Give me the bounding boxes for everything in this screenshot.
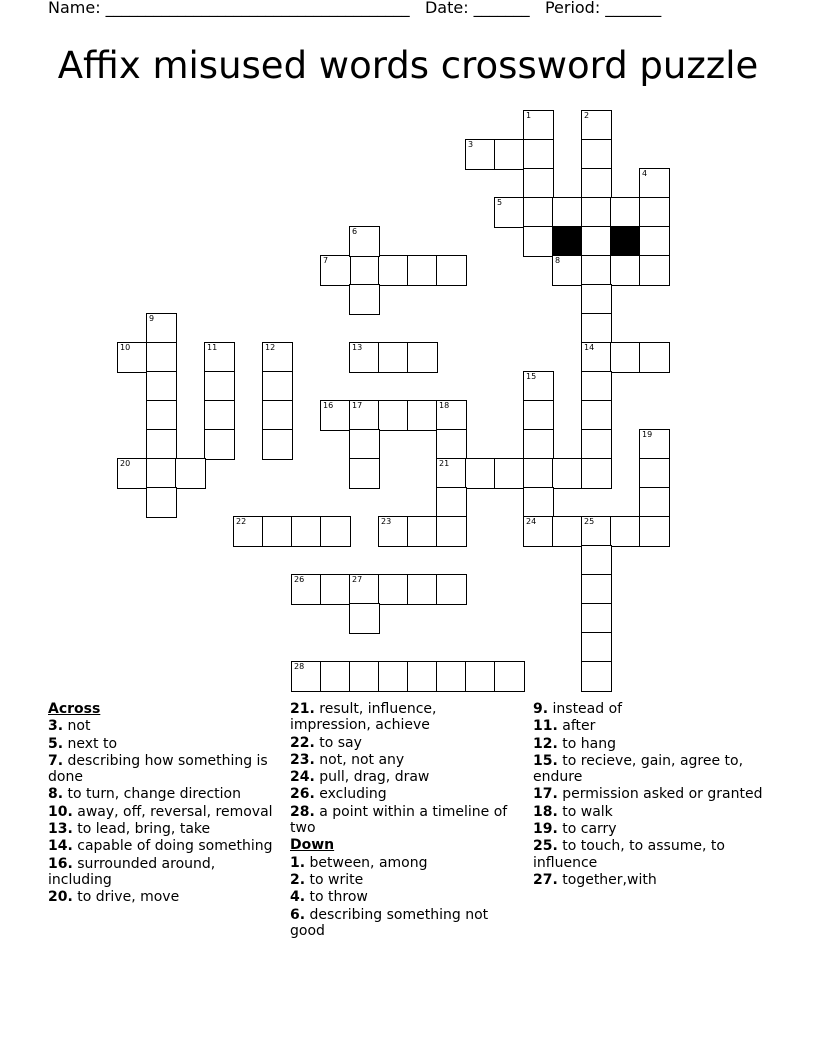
grid-cell[interactable] (581, 139, 612, 170)
grid-cell[interactable] (407, 661, 438, 692)
grid-cell[interactable] (320, 574, 351, 605)
grid-cell[interactable] (523, 516, 554, 547)
clue-number: 12. (533, 735, 558, 752)
grid-cell[interactable] (465, 458, 496, 489)
down-heading: Down (290, 837, 335, 854)
date-label: Date: _______ (424, 0, 530, 17)
clue-number: 5. (48, 735, 64, 752)
black-square (552, 226, 583, 257)
across-clue (48, 889, 278, 905)
grid-cell[interactable] (349, 574, 380, 605)
grid-cell[interactable] (581, 168, 612, 199)
grid-cell[interactable] (465, 661, 496, 692)
name-label: Name: ______________________________________ (48, 0, 410, 17)
grid-cell[interactable] (349, 342, 380, 373)
grid-cell[interactable] (523, 139, 554, 170)
grid-cell[interactable] (552, 197, 583, 228)
clue-text: not (63, 718, 91, 735)
grid-cell[interactable] (436, 400, 467, 431)
clue-number: 26. (290, 786, 315, 803)
across-clue (290, 769, 516, 785)
across-clue (48, 753, 278, 786)
clue-number: 18. (533, 803, 558, 820)
grid-cell[interactable] (175, 458, 206, 489)
cell-number: 28 (294, 662, 305, 671)
cell-number: 24 (526, 517, 537, 526)
clue-number: 17. (533, 786, 558, 803)
clue-text: permission asked or granted (557, 786, 763, 803)
down-clue (290, 907, 516, 940)
grid-cell[interactable] (639, 458, 670, 489)
grid-cell[interactable] (204, 371, 235, 402)
grid-cell[interactable] (146, 400, 177, 431)
across-clue (290, 701, 516, 734)
grid-cell[interactable] (581, 603, 612, 634)
cell-number: 10 (120, 343, 131, 352)
grid-cell[interactable] (436, 574, 467, 605)
clue-text: not, not any (314, 751, 405, 768)
grid-cell[interactable] (291, 661, 322, 692)
clue-text: to turn, change direction (63, 786, 241, 803)
across-clue (290, 804, 516, 837)
cell-number: 21 (439, 459, 450, 468)
grid-cell[interactable] (204, 342, 235, 373)
clue-text: describing how something is done (48, 752, 268, 786)
clue-number: 1. (290, 854, 306, 871)
grid-cell[interactable] (639, 487, 670, 518)
clues-column-1 (48, 701, 278, 907)
cell-number: 23 (381, 517, 392, 526)
grid-cell[interactable] (581, 197, 612, 228)
clue-text: away, off, reversal, removal (72, 803, 273, 820)
grid-cell[interactable] (349, 400, 380, 431)
grid-cell[interactable] (407, 255, 438, 286)
cell-number: 9 (149, 314, 155, 323)
grid-cell[interactable] (523, 168, 554, 199)
down-clue (290, 872, 516, 888)
puzzle-title: Affix misused words crossword puzzle (57, 44, 759, 87)
down-clue (533, 753, 773, 786)
grid-cell[interactable] (436, 255, 467, 286)
grid-cell[interactable] (436, 661, 467, 692)
clue-text: describing something not good (290, 906, 489, 939)
grid-cell[interactable] (494, 458, 525, 489)
clue-number: 27. (533, 871, 558, 888)
grid-cell[interactable] (407, 516, 438, 547)
grid-cell[interactable] (204, 400, 235, 431)
cell-number: 7 (323, 256, 329, 265)
grid-cell[interactable] (639, 429, 670, 460)
grid-cell[interactable] (581, 226, 612, 257)
clue-number: 23. (290, 751, 315, 768)
grid-cell[interactable] (436, 516, 467, 547)
grid-cell[interactable] (581, 574, 612, 605)
clue-text: next to (63, 735, 118, 752)
clue-number: 2. (290, 871, 306, 888)
across-clue (290, 735, 516, 751)
cell-number: 12 (265, 343, 276, 352)
grid-cell[interactable] (610, 342, 641, 373)
clue-text: capable of doing something (72, 838, 273, 855)
grid-cell[interactable] (494, 661, 525, 692)
grid-cell[interactable] (581, 545, 612, 576)
cell-number: 19 (642, 430, 653, 439)
cell-number: 4 (642, 169, 648, 178)
cell-number: 13 (352, 343, 363, 352)
cell-number: 20 (120, 459, 131, 468)
clue-number: 6. (290, 906, 306, 923)
clue-text: to lead, bring, take (72, 821, 211, 838)
grid-cell[interactable] (523, 458, 554, 489)
grid-cell[interactable] (581, 632, 612, 663)
across-clue (48, 718, 278, 734)
clue-number: 10. (48, 803, 73, 820)
grid-cell[interactable] (378, 400, 409, 431)
down-clue (533, 804, 773, 820)
clue-text: together,with (557, 871, 657, 888)
clue-text: pull, drag, draw (314, 769, 430, 786)
grid-cell[interactable] (639, 226, 670, 257)
grid-cell[interactable] (639, 197, 670, 228)
grid-cell[interactable] (436, 429, 467, 460)
cell-number: 1 (526, 111, 532, 120)
cell-number: 15 (526, 372, 537, 381)
clue-text: to walk (557, 803, 613, 820)
grid-cell[interactable] (204, 429, 235, 460)
cell-number: 17 (352, 401, 363, 410)
grid-cell[interactable] (146, 313, 177, 344)
cell-number: 25 (584, 517, 595, 526)
clue-number: 7. (48, 752, 64, 769)
grid-cell[interactable] (378, 574, 409, 605)
grid-cell[interactable] (407, 342, 438, 373)
clue-number: 3. (48, 718, 64, 735)
grid-cell[interactable] (262, 429, 293, 460)
clue-number: 28. (290, 803, 315, 820)
clue-text: surrounded around, including (48, 855, 216, 888)
cell-number: 16 (323, 401, 334, 410)
grid-cell[interactable] (494, 197, 525, 228)
cell-number: 27 (352, 575, 363, 584)
grid-cell[interactable] (552, 458, 583, 489)
grid-cell[interactable] (581, 313, 612, 344)
clues-column-2 (290, 701, 516, 940)
grid-cell[interactable] (523, 371, 554, 402)
across-heading: Across (48, 701, 101, 717)
across-clue (48, 736, 278, 752)
across-clue (48, 821, 278, 837)
cell-number: 6 (352, 227, 358, 236)
clue-text: to carry (557, 821, 617, 838)
down-clue (533, 821, 773, 837)
down-clue (533, 786, 773, 802)
grid-cell[interactable] (639, 342, 670, 373)
clue-number: 14. (48, 838, 73, 855)
grid-cell[interactable] (581, 255, 612, 286)
clue-text: after (557, 718, 596, 735)
clues-column-3 (533, 701, 773, 889)
cell-number: 8 (555, 256, 561, 265)
across-clue (48, 838, 278, 854)
clue-number: 4. (290, 889, 306, 906)
down-clue (533, 701, 773, 717)
cell-number: 5 (497, 198, 503, 207)
grid-cell[interactable] (349, 255, 380, 286)
down-clue (290, 855, 516, 871)
cell-number: 22 (236, 517, 247, 526)
grid-cell[interactable] (349, 429, 380, 460)
grid-cell[interactable] (581, 458, 612, 489)
grid-cell[interactable] (639, 255, 670, 286)
grid-cell[interactable] (320, 516, 351, 547)
clue-number: 16. (48, 855, 73, 872)
grid-cell[interactable] (494, 139, 525, 170)
clue-number: 22. (290, 734, 315, 751)
clue-number: 20. (48, 889, 73, 906)
clue-text: instead of (548, 701, 623, 717)
grid-cell[interactable] (320, 661, 351, 692)
grid-cell[interactable] (146, 458, 177, 489)
clue-number: 19. (533, 821, 558, 838)
clue-number: 13. (48, 821, 73, 838)
clue-number: 11. (533, 718, 558, 735)
grid-cell[interactable] (552, 255, 583, 286)
grid-cell[interactable] (639, 516, 670, 547)
grid-cell[interactable] (581, 284, 612, 315)
grid-cell[interactable] (581, 429, 612, 460)
grid-cell[interactable] (146, 429, 177, 460)
across-clue (48, 856, 278, 889)
grid-cell[interactable] (581, 400, 612, 431)
clue-text: to touch, to assume, to influence (533, 838, 725, 871)
grid-cell[interactable] (349, 458, 380, 489)
grid-cell[interactable] (610, 197, 641, 228)
cell-number: 26 (294, 575, 305, 584)
grid-cell[interactable] (378, 516, 409, 547)
across-clue (48, 786, 278, 802)
grid-cell[interactable] (523, 429, 554, 460)
grid-cell[interactable] (581, 661, 612, 692)
clue-text: to say (314, 734, 362, 751)
grid-cell[interactable] (581, 110, 612, 141)
grid-cell[interactable] (523, 400, 554, 431)
grid-cell[interactable] (146, 487, 177, 518)
grid-cell[interactable] (262, 400, 293, 431)
period-label: Period: _______ (544, 0, 662, 17)
clue-text: to drive, move (72, 889, 180, 906)
grid-cell[interactable] (465, 139, 496, 170)
grid-cell[interactable] (291, 574, 322, 605)
grid-cell[interactable] (523, 197, 554, 228)
grid-cell[interactable] (523, 487, 554, 518)
grid-cell[interactable] (262, 342, 293, 373)
across-clue (290, 786, 516, 802)
grid-cell[interactable] (146, 342, 177, 373)
clue-number: 24. (290, 769, 315, 786)
cell-number: 11 (207, 343, 218, 352)
grid-cell[interactable] (117, 458, 148, 489)
cell-number: 2 (584, 111, 590, 120)
grid-cell[interactable] (117, 342, 148, 373)
grid-cell[interactable] (320, 400, 351, 431)
grid-cell[interactable] (262, 516, 293, 547)
grid-cell[interactable] (581, 516, 612, 547)
clue-text: to throw (305, 889, 368, 906)
grid-cell[interactable] (320, 255, 351, 286)
grid-cell[interactable] (291, 516, 322, 547)
cell-number: 14 (584, 343, 595, 352)
grid-cell[interactable] (436, 487, 467, 518)
clue-number: 25. (533, 838, 558, 855)
down-clue (533, 838, 773, 871)
grid-cell[interactable] (523, 110, 554, 141)
across-clue (290, 752, 516, 768)
grid-cell[interactable] (262, 371, 293, 402)
down-clue (533, 872, 773, 888)
cell-number: 18 (439, 401, 450, 410)
grid-cell[interactable] (349, 284, 380, 315)
grid-cell[interactable] (610, 255, 641, 286)
clue-text: result, influence, impression, achieve (290, 701, 437, 734)
black-square (610, 226, 641, 257)
grid-cell[interactable] (407, 574, 438, 605)
across-clue (48, 804, 278, 820)
grid-cell[interactable] (639, 168, 670, 199)
grid-cell[interactable] (349, 661, 380, 692)
clue-number: 21. (290, 701, 315, 717)
grid-cell[interactable] (378, 255, 409, 286)
grid-cell[interactable] (523, 226, 554, 257)
clue-number: 9. (533, 701, 549, 717)
down-clue (533, 736, 773, 752)
down-clue (533, 718, 773, 734)
grid-cell[interactable] (581, 371, 612, 402)
grid-cell[interactable] (233, 516, 264, 547)
grid-cell[interactable] (349, 603, 380, 634)
clue-text: a point within a timeline of two (290, 803, 508, 837)
clue-text: excluding (314, 786, 387, 803)
grid-cell[interactable] (552, 516, 583, 547)
cell-number: 3 (468, 140, 474, 149)
clue-number: 15. (533, 752, 558, 769)
grid-cell[interactable] (378, 342, 409, 373)
clue-text: between, among (305, 854, 428, 871)
clue-text: to recieve, gain, agree to, endure (533, 752, 744, 786)
down-clue (290, 889, 516, 905)
grid-cell[interactable] (378, 661, 409, 692)
clue-text: to write (305, 871, 364, 888)
grid-cell[interactable] (610, 516, 641, 547)
grid-cell[interactable] (407, 400, 438, 431)
clue-number: 8. (48, 786, 64, 803)
grid-cell[interactable] (436, 458, 467, 489)
grid-cell[interactable] (581, 342, 612, 373)
grid-cell[interactable] (146, 371, 177, 402)
clue-text: to hang (557, 735, 616, 752)
grid-cell[interactable] (349, 226, 380, 257)
